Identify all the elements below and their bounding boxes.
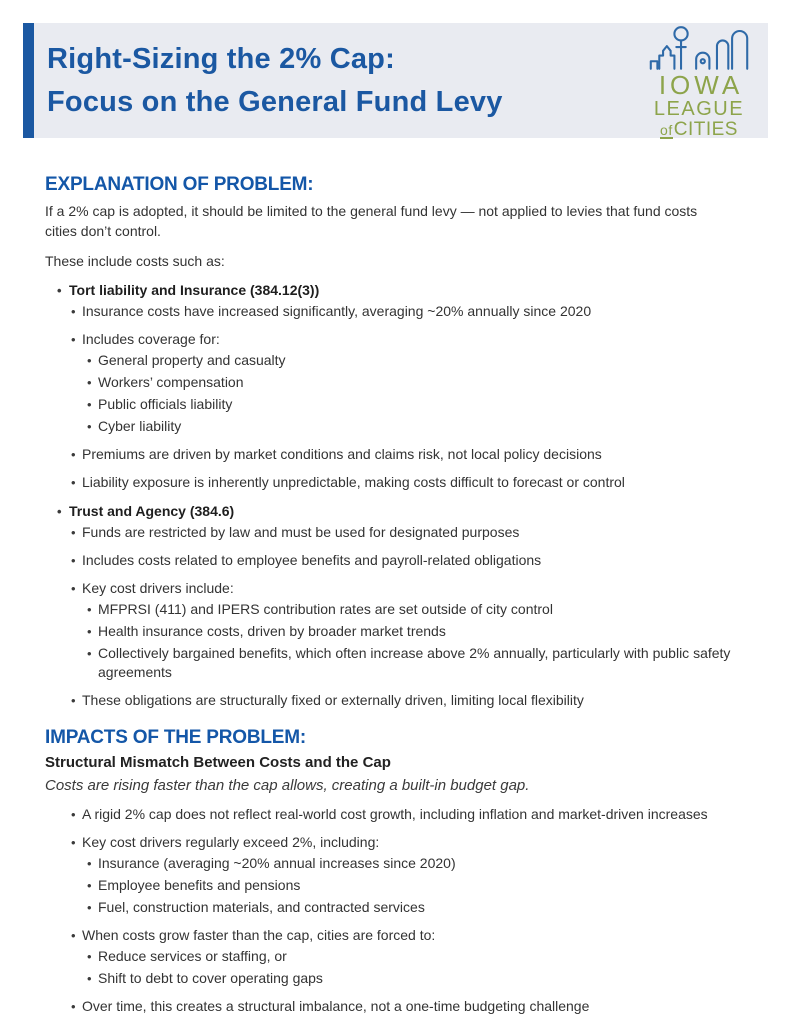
bullet-item: • Public officials liability [45,395,737,414]
section-impacts [45,727,737,1016]
iowa-league-of-cities-logo [646,25,752,139]
bullet-item: • Includes costs related to employee benefits and payroll-related obligations [45,551,737,570]
lead-in-paragraph: These include costs such as: [45,253,225,269]
impacts-subheading: Structural Mismatch Between Costs and the Cap [45,754,391,771]
city-skyline-icon [647,25,751,71]
bullet-item: • MFPRSI (411) and IPERS contribution rates are set outside of city control [45,600,737,619]
bullet-item: • Key cost drivers regularly exceed 2%, including: [45,833,737,852]
bullet-item: • General property and casualty [45,351,737,370]
document-body [45,174,737,1016]
section-explanation [45,174,737,710]
bullet-item: • Liability exposure is inherently unpredictable, making costs difficult to forecast or control [45,473,737,492]
bullet-item: • Over time, this creates a structural imbalance, not a one-time budgeting challenge [45,997,737,1016]
bullet-item: • Employee benefits and pensions [45,876,737,895]
bullet-item: • Insurance (averaging ~20% annual increases since 2020) [45,854,737,873]
title-text [47,38,503,124]
section-heading-explanation: EXPLANATION OF PROBLEM: [45,174,314,195]
impacts-tagline: Costs are rising faster than the cap allows, creating a built-in budget gap. [45,777,530,794]
bullet-item: • Workers’ compensation [45,373,737,392]
bullet-list-impacts [45,805,737,1016]
bullet-item: • Trust and Agency (384.6) [45,502,737,521]
logo-word-league: LEAGUE [653,97,745,120]
section-heading-impacts: IMPACTS OF THE PROBLEM: [45,727,307,748]
bullet-item: • Tort liability and Insurance (384.12(3)) [45,281,737,300]
logo-word-cities: CITIES [673,118,738,140]
bullet-item: • These obligations are structurally fixed or externally driven, limiting local flexibility [45,691,737,710]
bullet-item: • Collectively bargained benefits, which often increase above 2% annually, particularly with public safety agreements [45,644,737,682]
intro-paragraph: If a 2% cap is adopted, it should be limited to the general fund levy — not applied to levies that fund costs cities don’t control. [45,203,698,239]
bullet-item: • When costs grow faster than the cap, cities are forced to: [45,926,737,945]
bullet-item: • Includes coverage for: [45,330,737,349]
bullet-item: • Shift to debt to cover operating gaps [45,969,737,988]
title-line-2: Focus on the General Fund Levy [47,85,503,118]
bullet-item: • Funds are restricted by law and must be used for designated purposes [45,523,737,542]
bullet-item: • Fuel, construction materials, and contracted services [45,898,737,917]
bullet-item: • A rigid 2% cap does not reflect real-world cost growth, including inflation and market-driven increases [45,805,737,824]
bullet-item: • Cyber liability [45,417,737,436]
logo-word-of-cities [660,120,738,139]
logo-word-iowa: IOWA [658,69,744,100]
bullet-item: • Insurance costs have increased significantly, averaging ~20% annually since 2020 [45,302,737,321]
bullet-item: • Reduce services or staffing, or [45,947,737,966]
bullet-item: • Premiums are driven by market conditions and claims risk, not local policy decisions [45,445,737,464]
bullet-list-explanation [45,281,737,710]
document-header [23,23,768,138]
bullet-item: • Health insurance costs, driven by broader market trends [45,622,737,641]
title-line-1: Right-Sizing the 2% Cap: [47,42,395,75]
bullet-item: • Key cost drivers include: [45,579,737,598]
document-title [47,38,503,124]
logo-word-of: of [660,121,673,138]
